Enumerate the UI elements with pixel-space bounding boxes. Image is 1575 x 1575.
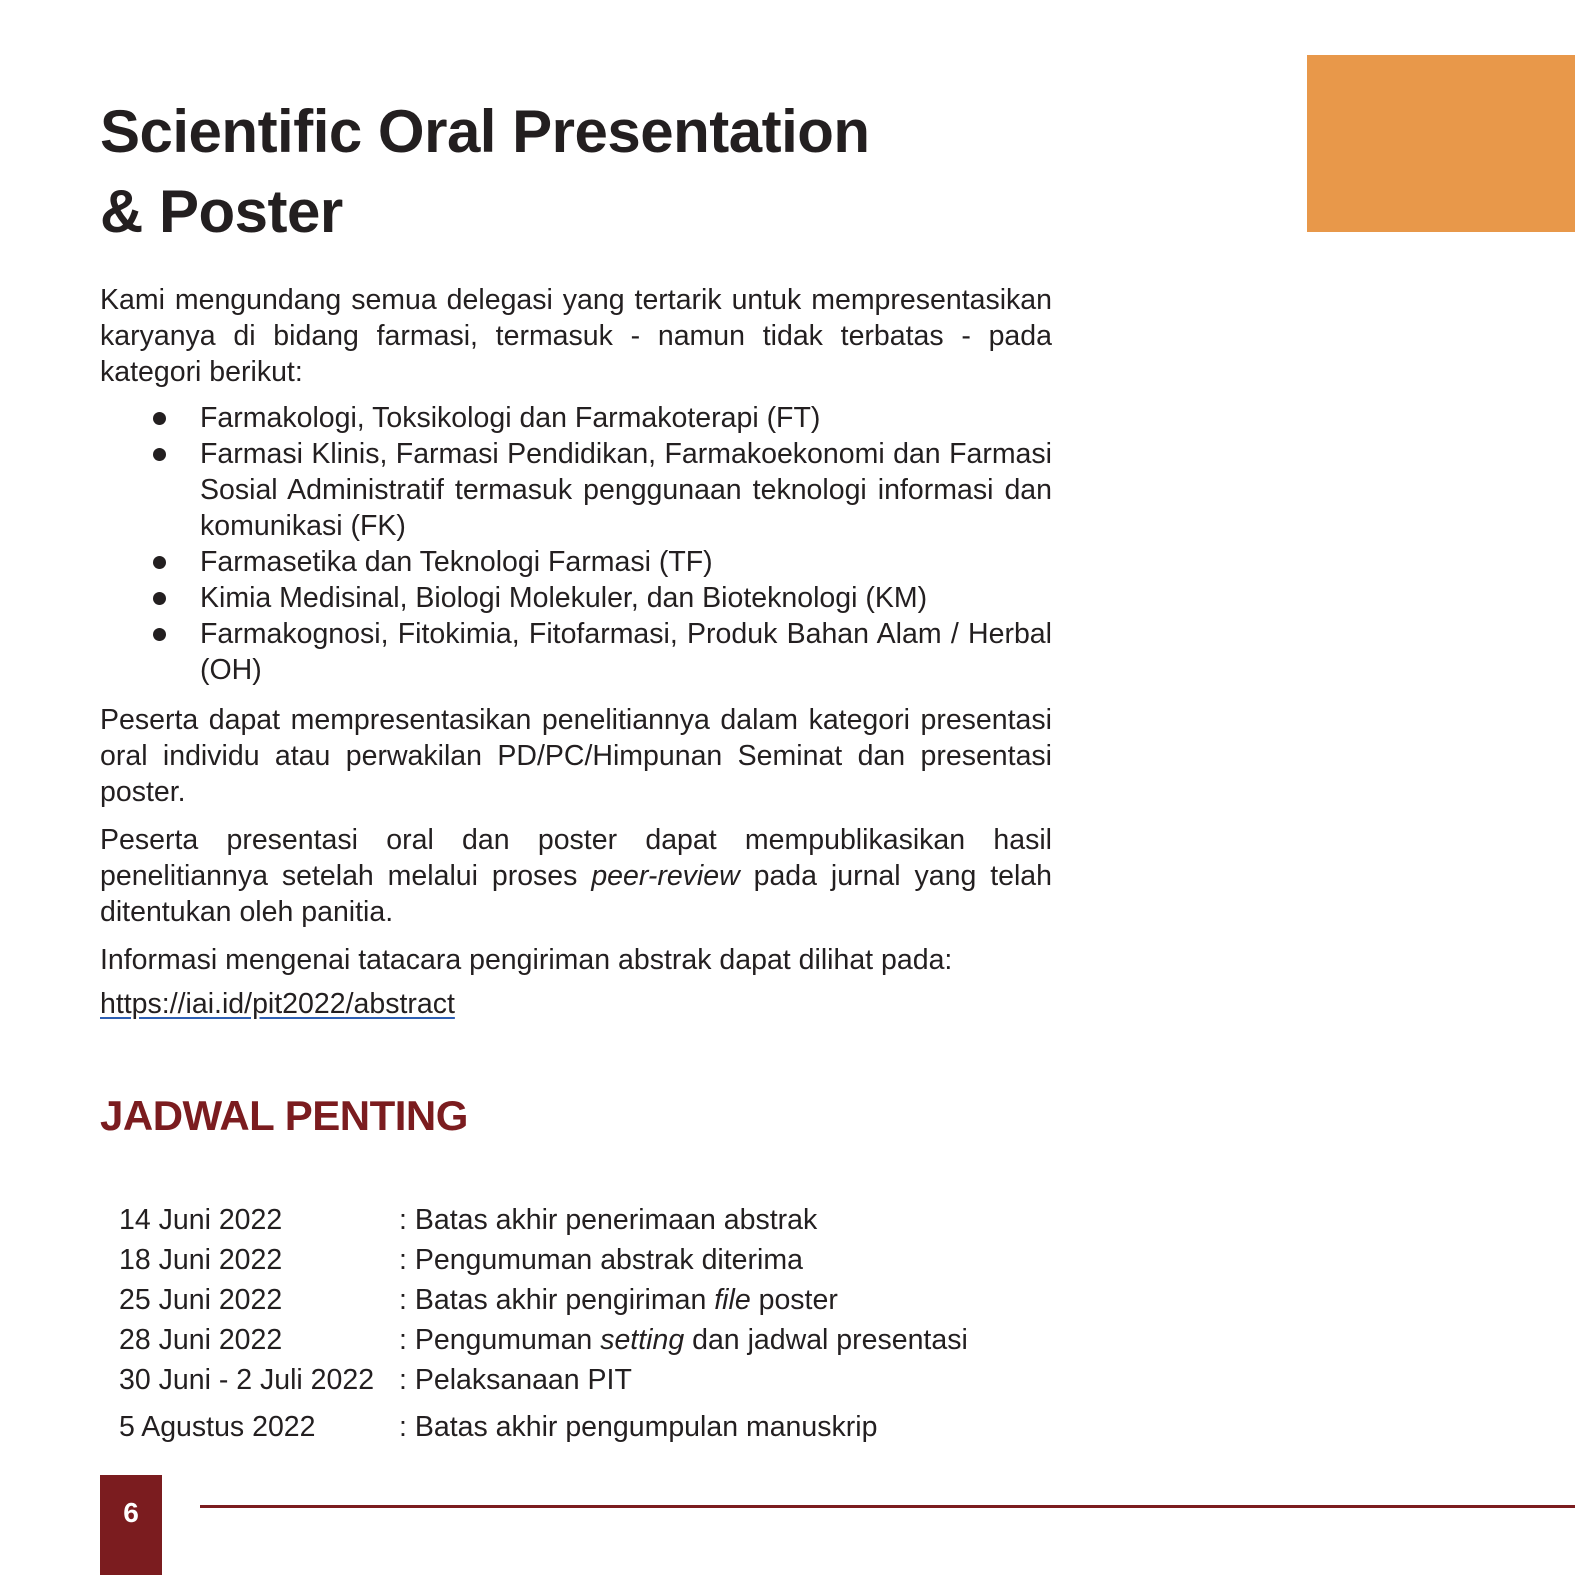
category-label: Farmakologi, Toksikologi dan Farmakoterapi (FT) — [200, 402, 821, 434]
schedule-row — [119, 1407, 1069, 1447]
schedule-event-start: : Pengumuman — [399, 1324, 601, 1356]
schedule-event: : Pelaksanaan PIT — [399, 1364, 632, 1396]
category-label: Kimia Medisinal, Biologi Molekuler, dan Bioteknologi (KM) — [200, 582, 928, 614]
category-item — [100, 580, 1052, 616]
schedule-row — [119, 1280, 1069, 1320]
schedule-event — [399, 1280, 1069, 1320]
publication-text-end: pada jurnal yang telah ditentukan oleh panitia. — [100, 860, 1052, 928]
bullet-icon — [153, 628, 166, 641]
schedule-row — [119, 1320, 1069, 1360]
info-paragraph — [100, 942, 1052, 1022]
schedule-event-italic: setting — [600, 1324, 685, 1356]
schedule-date: 5 Agustus 2022 — [119, 1411, 316, 1443]
accent-block — [1307, 55, 1575, 232]
category-label: Farmakognosi, Fitokimia, Fitofarmasi, Produk Bahan Alam / Herbal (OH) — [200, 618, 1052, 686]
schedule-event-start: : Batas akhir pengiriman — [399, 1284, 715, 1316]
publication-text-italic: peer-review — [591, 860, 740, 892]
abstract-link[interactable]: https://iai.id/pit2022/abstract — [100, 988, 455, 1020]
schedule-event: : Pengumuman abstrak diterima — [399, 1244, 803, 1276]
bullet-icon — [153, 592, 166, 605]
schedule-row — [119, 1360, 1069, 1400]
schedule-event-italic: file — [714, 1284, 751, 1316]
page-number: 6 — [100, 1475, 162, 1575]
intro-paragraph: Kami mengundang semua delegasi yang tertarik untuk mempresentasikan karyanya di bidang farmasi, termasuk - namun tidak terbatas - pada kategori berikut: — [100, 284, 1052, 388]
page-title-line-1: Scientific Oral Presentation — [100, 98, 870, 165]
presentation-paragraph: Peserta dapat mempresentasikan penelitiannya dalam kategori presentasi oral individu atau perwakilan PD/PC/Himpunan Seminat dan presentasi poster. — [100, 704, 1052, 808]
schedule-date: 14 Juni 2022 — [119, 1204, 283, 1236]
category-label: Farmasi Klinis, Farmasi Pendidikan, Farmakoekonomi dan Farmasi Sosial Administratif termasuk penggunaan teknologi informasi dan komunikasi (FK) — [200, 438, 1052, 542]
category-list — [100, 400, 1052, 688]
schedule-date: 30 Juni - 2 Juli 2022 — [119, 1364, 375, 1396]
page-title — [100, 92, 1100, 252]
schedule-event: : Batas akhir pengumpulan manuskrip — [399, 1411, 878, 1443]
schedule-title: JADWAL PENTING — [100, 1092, 468, 1139]
category-item — [100, 400, 1052, 436]
category-item — [100, 544, 1052, 580]
schedule-event-end: dan jadwal presentasi — [684, 1324, 968, 1356]
schedule-row — [119, 1240, 1069, 1280]
bullet-icon — [153, 448, 166, 461]
schedule-date: 28 Juni 2022 — [119, 1324, 283, 1356]
schedule-table — [119, 1200, 1069, 1447]
schedule-event: : Batas akhir penerimaan abstrak — [399, 1204, 818, 1236]
publication-paragraph — [100, 822, 1052, 930]
schedule-date: 18 Juni 2022 — [119, 1244, 283, 1276]
page-title-line-2: & Poster — [100, 178, 343, 245]
schedule-event — [399, 1320, 1069, 1360]
category-item — [100, 616, 1052, 688]
main-content — [100, 282, 1052, 1022]
schedule-event-end: poster — [750, 1284, 838, 1316]
info-text: Informasi mengenai tatacara pengiriman abstrak dapat dilihat pada: — [100, 944, 953, 976]
category-item — [100, 436, 1052, 544]
schedule-date: 25 Juni 2022 — [119, 1284, 283, 1316]
publication-text-start: Peserta presentasi oral dan poster dapat mempublikasikan hasil penelitiannya setelah melalui proses — [100, 824, 1052, 892]
bullet-icon — [153, 556, 166, 569]
schedule-row — [119, 1200, 1069, 1240]
footer-divider — [200, 1505, 1575, 1508]
category-label: Farmasetika dan Teknologi Farmasi (TF) — [200, 546, 713, 578]
bullet-icon — [153, 412, 166, 425]
